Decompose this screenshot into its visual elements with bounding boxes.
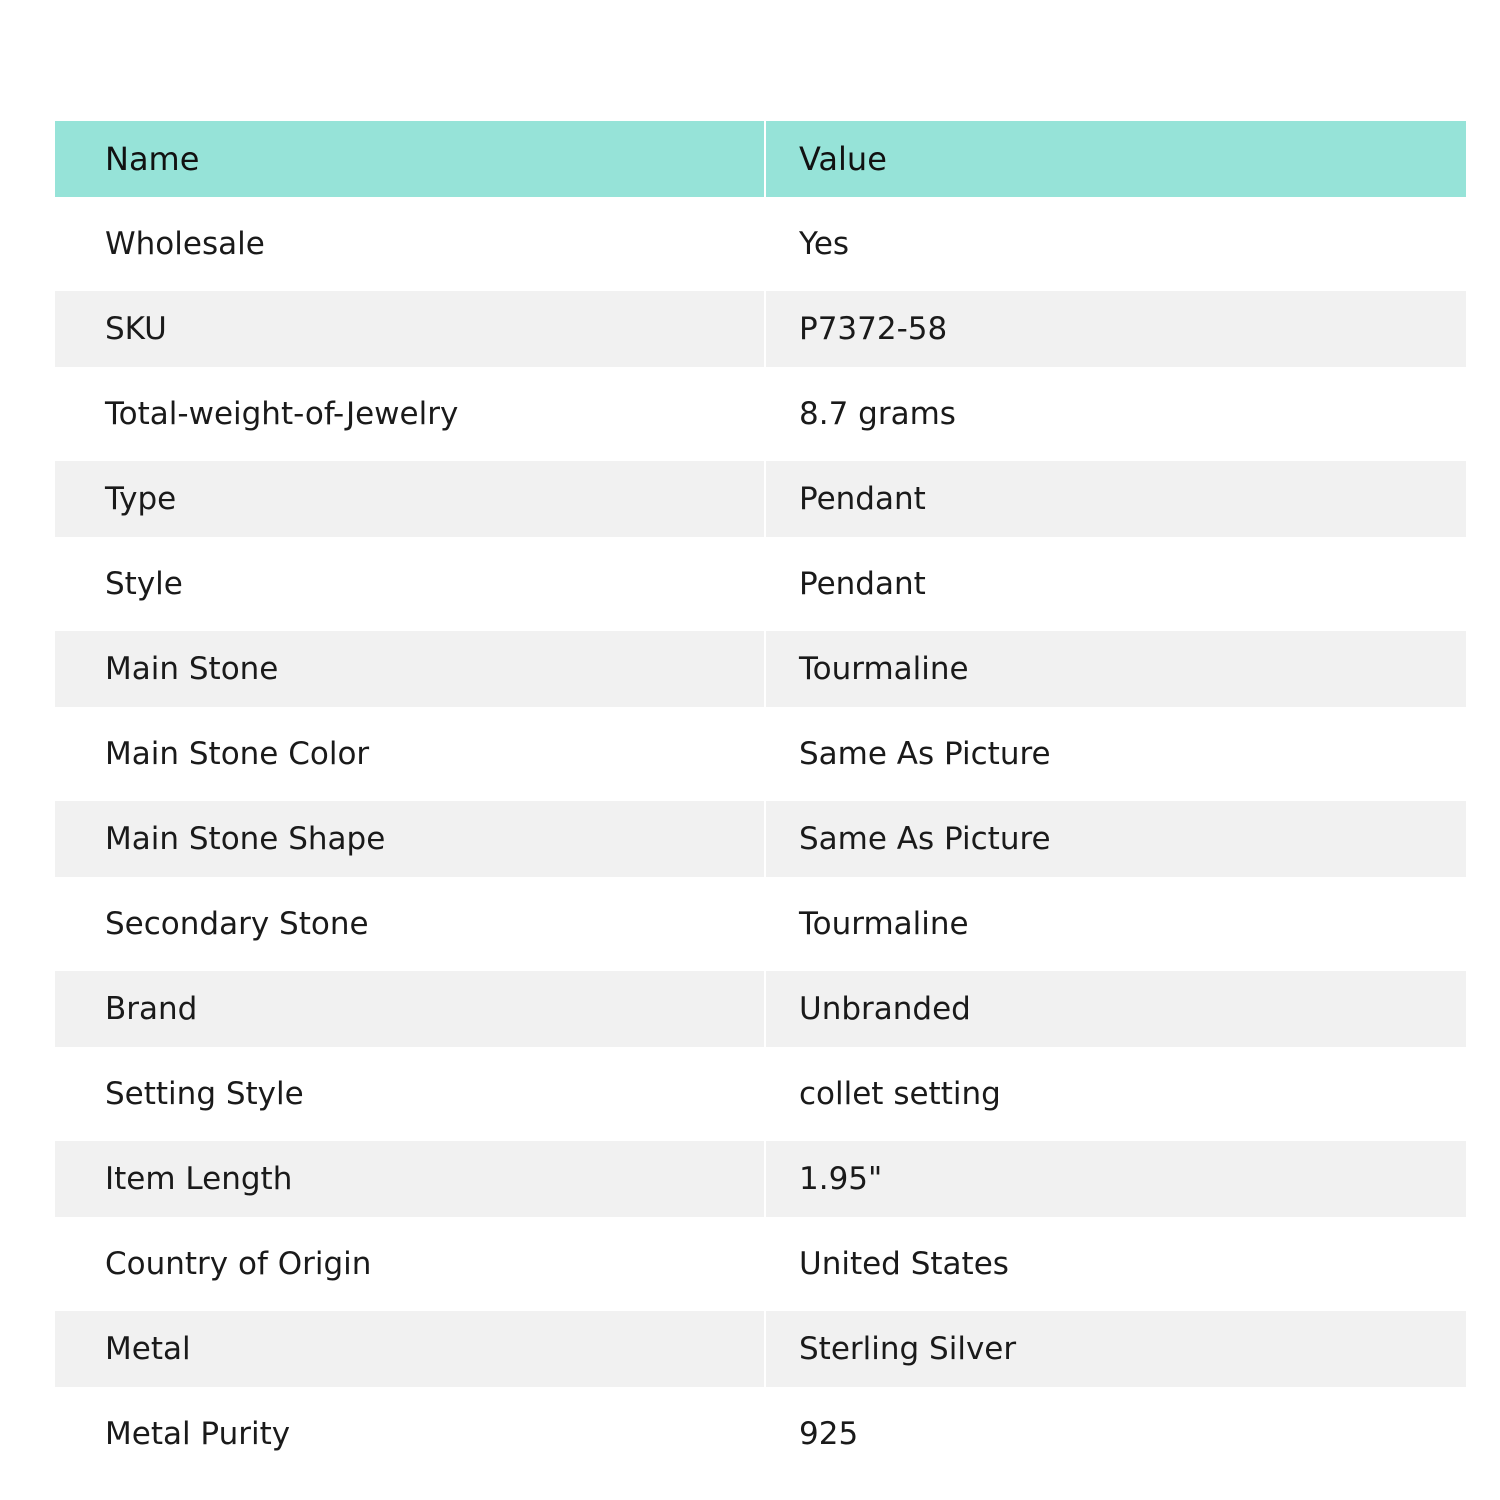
row-name-cell: Total-weight-of-Jewelry [55,367,766,461]
product-specifications-table [55,121,1466,1481]
table-row [55,291,1466,367]
table-row [55,1387,1466,1481]
row-value-cell: Same As Picture [766,801,1466,877]
row-value-cell: 925 [799,1416,859,1452]
row-value-cell: Pendant [799,566,926,602]
row-value-cell: Tourmaline [766,631,1466,707]
table-row [55,801,1466,877]
row-name-cell: Country of Origin [55,1217,766,1311]
row-name-cell: Metal Purity [55,1387,766,1481]
table-row [55,197,1466,291]
row-value-cell: United States [799,1246,1009,1282]
row-name-cell: Main Stone Color [55,707,766,801]
row-value-cell: P7372-58 [766,291,1466,367]
row-name-cell: Setting Style [55,1047,766,1141]
table-row [55,461,1466,537]
name-column-header: Name [55,121,766,197]
row-value-cell: 1.95" [766,1141,1466,1217]
table-row [55,1141,1466,1217]
table-row [55,631,1466,707]
table-row [55,1047,1466,1141]
value-column-header: Value [766,121,1466,197]
table-header [55,121,1466,197]
row-value-cell: Pendant [766,461,1466,537]
table-row [55,1217,1466,1311]
table-row [55,971,1466,1047]
table-row [55,877,1466,971]
row-name-cell: Brand [55,971,766,1047]
row-value-cell: Yes [799,226,850,262]
row-name-cell: Wholesale [55,197,766,291]
row-name-cell: Style [55,537,766,631]
row-name-cell: Type [55,461,766,537]
header-row [55,121,1466,197]
table-body [55,197,1466,1481]
row-name-cell: Item Length [55,1141,766,1217]
row-name-cell: Main Stone [55,631,766,707]
row-name-cell: Secondary Stone [55,877,766,971]
row-value-cell: Sterling Silver [766,1311,1466,1387]
row-value-cell: Same As Picture [799,736,1051,772]
row-name-cell: SKU [55,291,766,367]
table-row [55,537,1466,631]
table-row [55,1311,1466,1387]
row-name-cell: Main Stone Shape [55,801,766,877]
row-value-cell: collet setting [799,1076,1001,1112]
row-value-cell: Unbranded [766,971,1466,1047]
row-value-cell: Tourmaline [799,906,969,942]
row-value-cell: 8.7 grams [799,396,956,432]
row-name-cell: Metal [55,1311,766,1387]
table-row [55,707,1466,801]
table-row [55,367,1466,461]
